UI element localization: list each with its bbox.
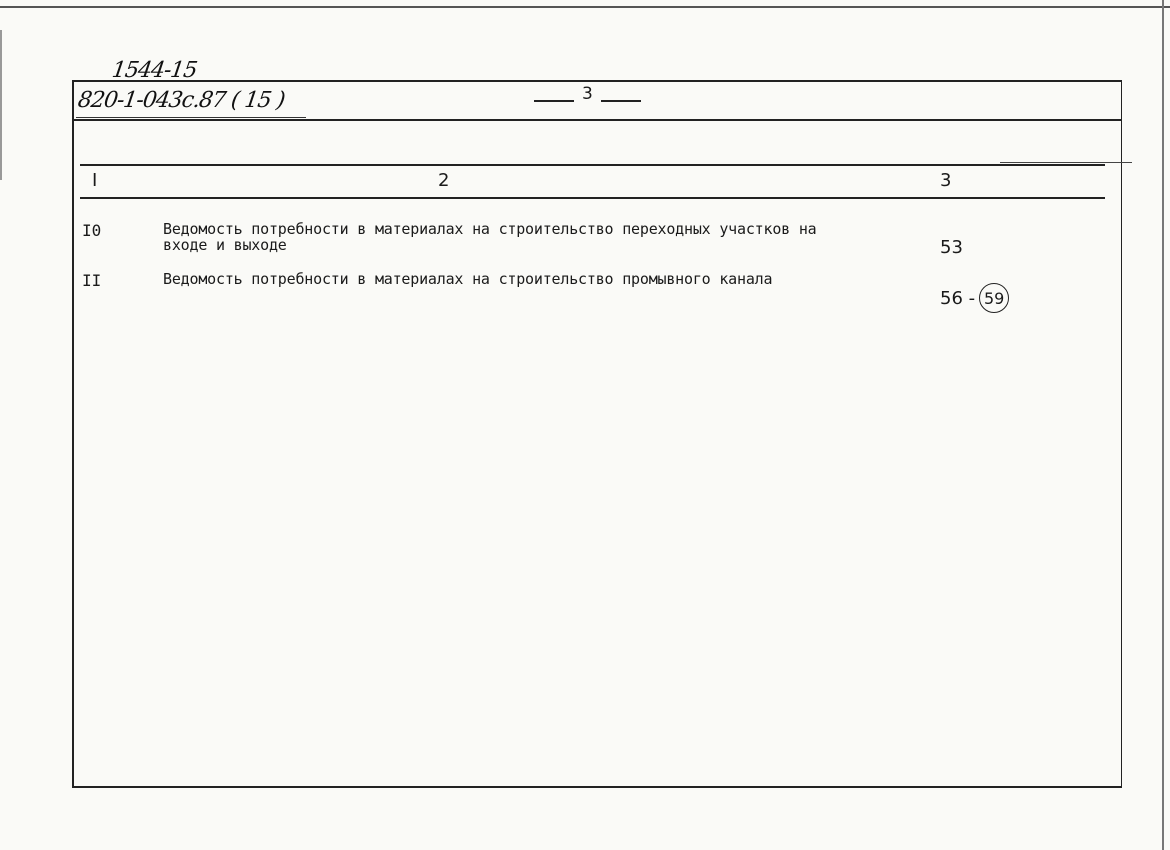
page-number-block (534, 84, 641, 104)
page-number-dash-left (534, 100, 574, 102)
page-number: 3 (582, 84, 593, 104)
sheet-right-edge (1162, 0, 1164, 850)
document-frame (72, 80, 1122, 788)
header-strip-line (72, 119, 1122, 121)
row-title: Ведомость потребности в материалах на строительство переходных участков на входе и выходе (163, 220, 817, 254)
sheet-top-edge (0, 6, 1170, 8)
table-top-rule-extension (1000, 162, 1132, 163)
row-number: II (82, 271, 102, 290)
sheet-left-edge (0, 30, 2, 180)
row-page-value: 53 (940, 237, 963, 258)
page-number-dash-right (601, 100, 641, 102)
column-header-3: 3 (940, 170, 952, 191)
row-title: Ведомость потребности в материалах на строительство промывного канала (163, 270, 773, 288)
handwritten-document-code: 820-1-043с.87 ( 15 ) (76, 88, 287, 113)
row-page (940, 283, 1009, 313)
circled-page-number: 59 (979, 283, 1009, 313)
table-header-rule (80, 197, 1105, 199)
column-header-2: 2 (438, 170, 450, 191)
table-top-rule (80, 164, 1105, 166)
row-page (940, 237, 963, 258)
column-header-1: I (92, 170, 98, 191)
handwritten-reference-number: 1544-15 (110, 58, 199, 83)
row-page-value: 56 - (940, 287, 976, 309)
row-number: I0 (82, 221, 102, 240)
